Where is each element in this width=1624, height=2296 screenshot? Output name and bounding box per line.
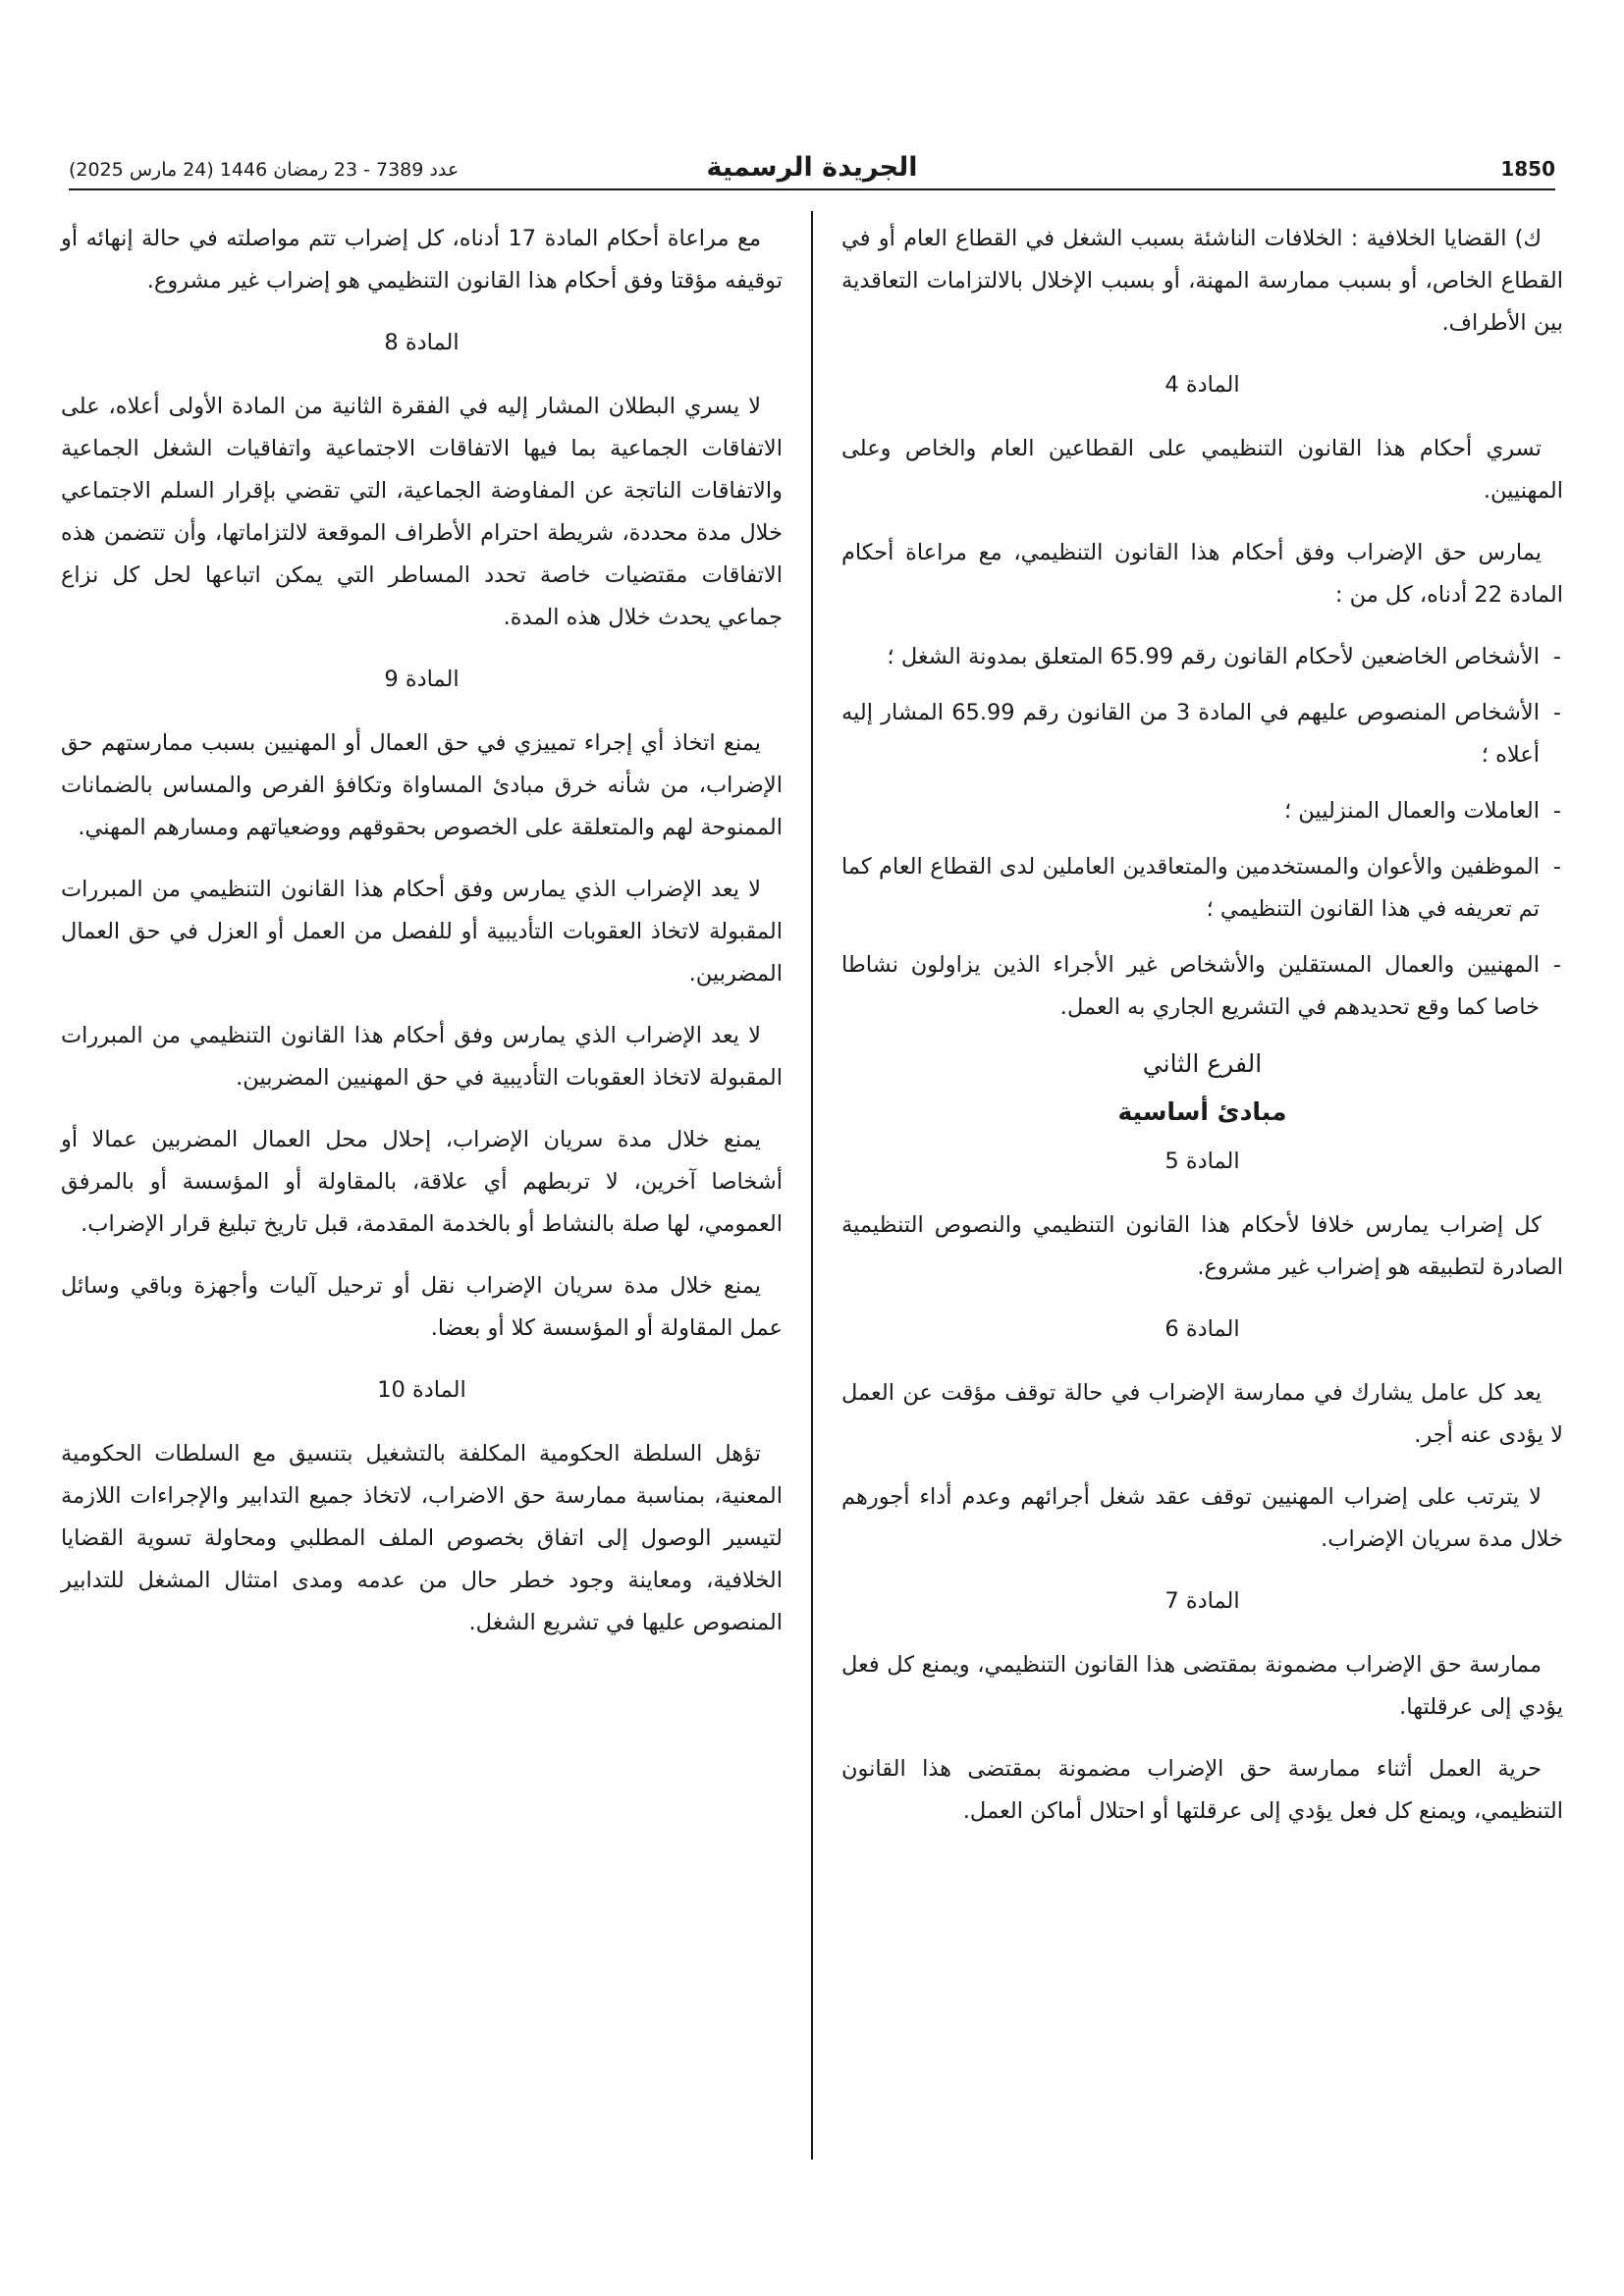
article-heading: المادة 8 <box>384 330 460 355</box>
paragraph: يمنع خلال مدة سريان الإضراب، إحلال محل العمال المضربين عمالا أو أشخاصا آخرين، لا تربطهم أي علاقة، بالمقاولة أو المؤسسة أو بالمرفق العمومي، لها صلة بالنشاط أو بالخدمة المقدمة، قبل تاريخ تبليغ قرار الإضراب. <box>61 1127 783 1237</box>
article-heading: المادة 6 <box>1164 1316 1240 1342</box>
list-item: - الأشخاص المنصوص عليهم في المادة 3 من القانون رقم 65.99 المشار إليه أعلاه ؛ <box>841 692 1563 776</box>
paragraph: يمنع اتخاذ أي إجراء تمييزي في حق العمال أو المهنيين بسبب ممارستهم حق الإضراب، من شأنه خرق مبادئ المساواة وتكافؤ الفرص والمساس بالضمانات الممنوحة لهم والمتعلقة على الخصوص بحقوقهم ووضعياتهم ومسارهم المهني. <box>61 730 783 840</box>
article-heading: المادة 9 <box>384 667 460 692</box>
gazette-title: الجريدة الرسمية <box>706 152 918 183</box>
list-item: - الموظفين والأعوان والمستخدمين والمتعاقدين العاملين لدى القطاع العام كما تم تعريفه في هذا القانون التنظيمي ؛ <box>841 846 1563 931</box>
article-heading: المادة 5 <box>1164 1148 1240 1174</box>
paragraph: حرية العمل أثناء ممارسة حق الإضراب مضمونة بمقتضى هذا القانون التنظيمي، ويمنع كل فعل يؤدي إلى عرقلتها أو احتلال أماكن العمل. <box>841 1756 1563 1824</box>
paragraph: يمارس حق الإضراب وفق أحكام هذا القانون التنظيمي، مع مراعاة أحكام المادة 22 أدناه، كل من : <box>841 540 1563 608</box>
paragraph: ك) القضايا الخلافية : الخلافات الناشئة بسبب الشغل في القطاع العام أو في القطاع الخاص، أو بسبب ممارسة المهنة، أو بسبب الإخلال بالالتزامات التعاقدية بين الأطراف. <box>841 226 1563 336</box>
paragraph: لا يترتب على إضراب المهنيين توقف عقد شغل أجرائهم وعدم أداء أجورهم خلال مدة سريان الإضراب. <box>841 1484 1563 1552</box>
paragraph: ممارسة حق الإضراب مضمونة بمقتضى هذا القانون التنظيمي، ويمنع كل فعل يؤدي إلى عرقلتها. <box>841 1652 1563 1720</box>
paragraph: لا يسري البطلان المشار إليه في الفقرة الثانية من المادة الأولى أعلاه، على الاتفاقات الجماعية بما فيها الاتفاقات الاجتماعية واتفاقيات الشغل الجماعية والاتفاقات الناتجة عن المفاوضة الجماعية، التي تقضي بإقرار السلم الاجتماعي خلال مدة محددة، شريطة احترام الأطراف الموقعة لالتزاماتها، وأن تتضمن هذه الاتفاقات مقتضيات خاصة تحدد المساطر التي يمكن اتباعها لحل كل نزاع جماعي يحدث خلال هذه المدة. <box>61 394 783 630</box>
list-item: - الأشخاص الخاضعين لأحكام القانون رقم 65.99 المتعلق بمدونة الشغل ؛ <box>841 636 1563 678</box>
column-divider <box>811 211 813 2160</box>
issue-info: عدد 7389 - 23 رمضان 1446 (24 مارس 2025) <box>69 159 460 181</box>
page-number: 1850 <box>1500 157 1555 181</box>
list-item: - العاملات والعمال المنزليين ؛ <box>841 790 1563 832</box>
article-heading: المادة 10 <box>377 1377 466 1403</box>
paragraph: تؤهل السلطة الحكومية المكلفة بالتشغيل بتنسيق مع السلطات الحكومية المعنية، بمناسبة ممارسة حق الاضراب، لاتخاذ جميع التدابير والإجراءات اللازمة لتيسير الوصول إلى اتفاق بخصوص الملف المطلبي ومحاولة تسوية القضايا الخلافية، ومعاينة وجود خطر حال من عدمه ومدى امتثال المشغل للتدابير المنصوص عليها في تشريع الشغل. <box>61 1441 783 1635</box>
paragraph: لا يعد الإضراب الذي يمارس وفق أحكام هذا القانون التنظيمي من المبررات المقبولة لاتخاذ العقوبات التأديبية في حق المهنيين المضربين. <box>61 1023 783 1091</box>
left-column <box>61 218 783 1664</box>
page-header <box>69 147 1555 190</box>
paragraph: مع مراعاة أحكام المادة 17 أدناه، كل إضراب تتم مواصلته في حالة إنهائه أو توقيفه مؤقتا وفق أحكام هذا القانون التنظيمي هو إضراب غير مشروع. <box>61 226 783 294</box>
paragraph: يعد كل عامل يشارك في ممارسة الإضراب في حالة توقف مؤقت عن العمل لا يؤدى عنه أجر. <box>841 1380 1563 1448</box>
paragraph: تسري أحكام هذا القانون التنظيمي على القطاعين العام والخاص وعلى المهنيين. <box>841 436 1563 504</box>
beneficiaries-list <box>841 636 1563 1029</box>
paragraph: كل إضراب يمارس خلافا لأحكام هذا القانون التنظيمي والنصوص التنظيمية الصادرة لتطبيقه هو إضراب غير مشروع. <box>841 1212 1563 1280</box>
paragraph: لا يعد الإضراب الذي يمارس وفق أحكام هذا القانون التنظيمي من المبررات المقبولة لاتخاذ العقوبات التأديبية أو للفصل من العمل أو العزل في حق العمال المضربين. <box>61 877 783 987</box>
paragraph: يمنع خلال مدة سريان الإضراب نقل أو ترحيل آليات وأجهزة وباقي وسائل عمل المقاولة أو المؤسسة كلا أو بعضا. <box>61 1273 783 1341</box>
right-column <box>841 218 1563 1852</box>
article-heading: المادة 4 <box>1164 372 1240 398</box>
branch-title: مبادئ أساسية <box>1117 1097 1287 1126</box>
list-item: - المهنيين والعمال المستقلين والأشخاص غير الأجراء الذين يزاولون نشاطا خاصا كما وقع تحديدهم في التشريع الجاري به العمل. <box>841 944 1563 1029</box>
article-heading: المادة 7 <box>1164 1588 1240 1614</box>
branch-heading: الفرع الثاني <box>1142 1049 1263 1078</box>
